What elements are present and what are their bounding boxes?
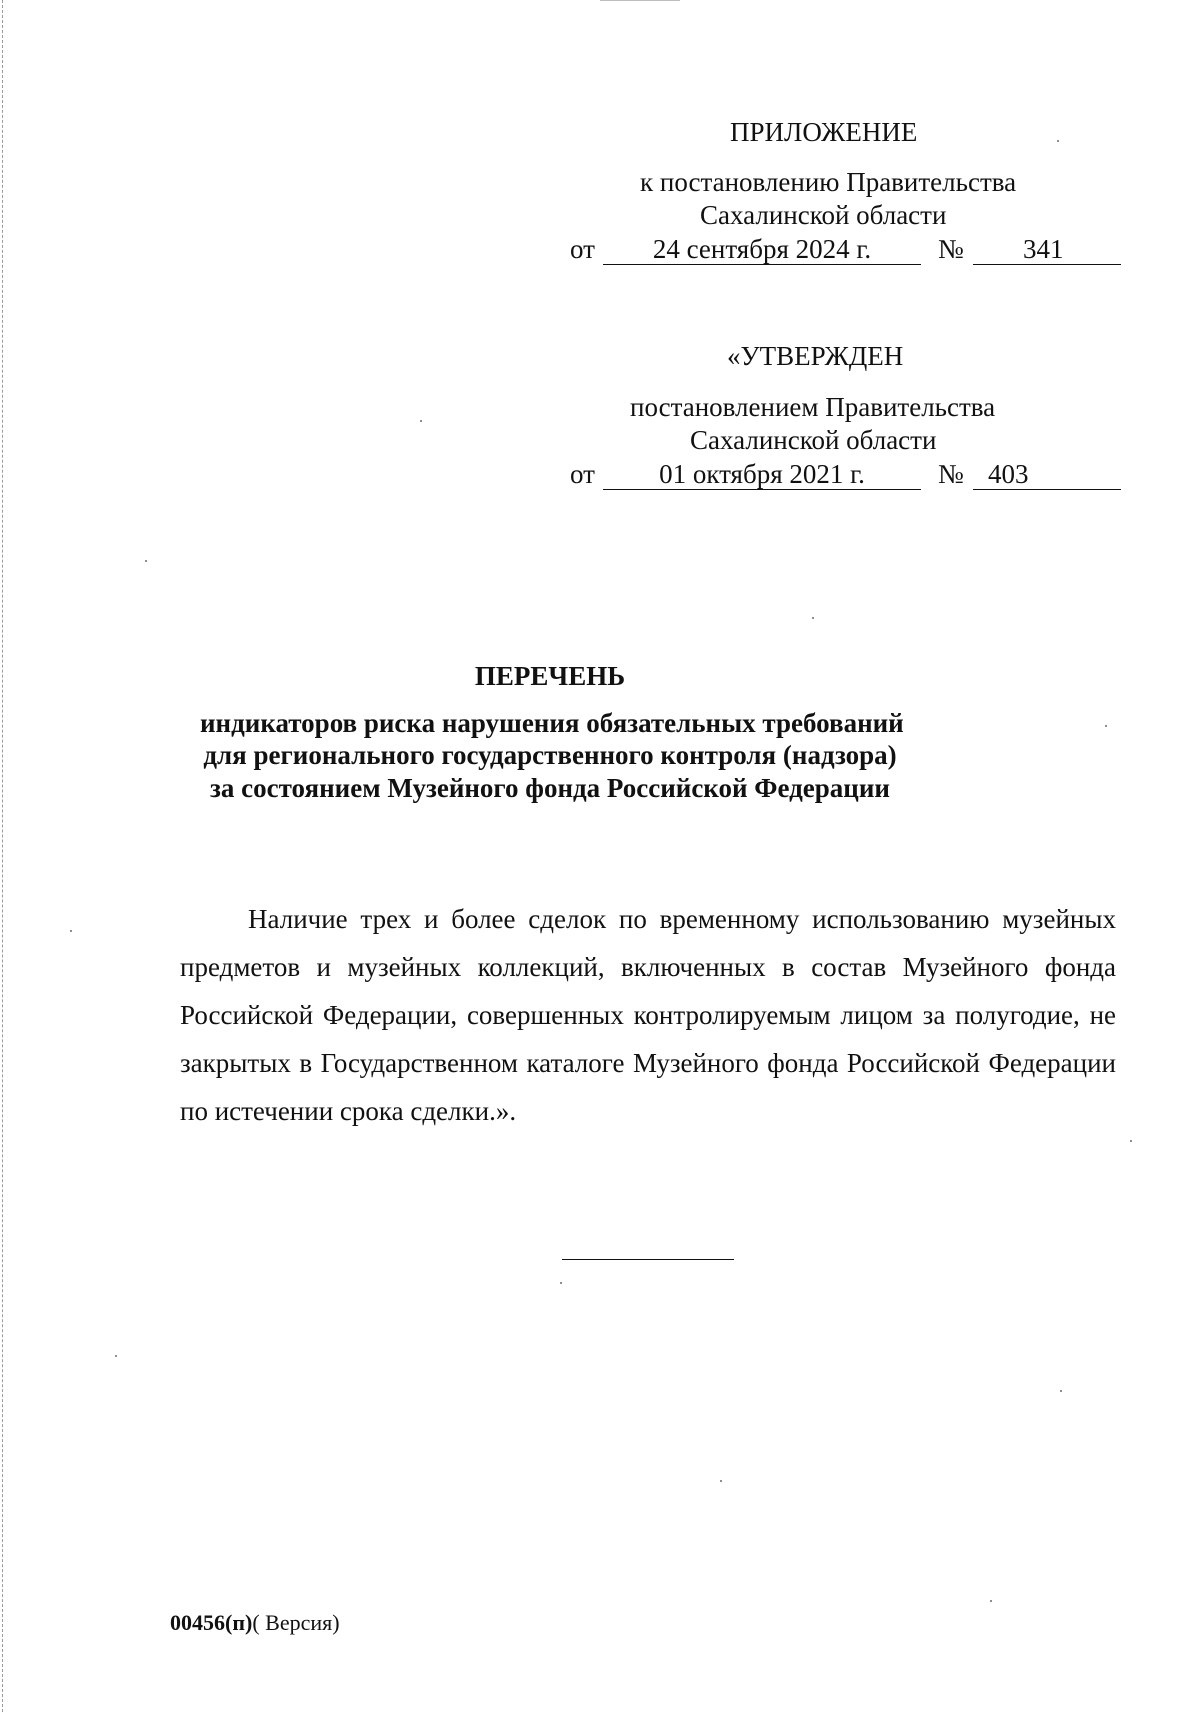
appendix-date-number-row	[570, 233, 1130, 267]
footer-document-code	[170, 1610, 340, 1636]
scan-speck	[1130, 1140, 1132, 1142]
scan-speck	[70, 930, 72, 932]
scan-edge-border	[2, 0, 3, 1712]
scan-speck	[560, 1282, 562, 1284]
scan-top-mark	[600, 0, 680, 1]
document-subtitle-line-3: за состоянием Музейного фонда Российской Федерации	[210, 773, 890, 803]
scan-speck	[420, 420, 422, 422]
approved-date: 01 октября 2021 г.	[603, 458, 921, 490]
scan-speck	[1105, 725, 1107, 727]
appendix-date: 24 сентября 2024 г.	[603, 233, 921, 265]
appendix-number-label: №	[938, 234, 964, 264]
appendix-line-2: Сахалинской области	[700, 200, 947, 230]
end-separator-line	[562, 1259, 734, 1260]
appendix-number: 341	[1023, 234, 1064, 264]
approved-number-field	[973, 458, 1121, 490]
document-subtitle-line-2: для регионального государственного контроля (надзора)	[203, 740, 897, 770]
approved-number: 403	[988, 459, 1029, 489]
document-subtitle-line-1: индикаторов риска нарушения обязательных требований	[200, 708, 904, 738]
scan-speck	[115, 1355, 117, 1357]
scan-speck	[1060, 1390, 1062, 1392]
scan-speck	[990, 1600, 992, 1602]
document-title: ПЕРЕЧЕНЬ	[474, 661, 626, 691]
approved-title: «УТВЕРЖДЕН	[727, 341, 904, 371]
appendix-title: ПРИЛОЖЕНИЕ	[730, 117, 918, 147]
appendix-line-1: к постановлению Правительства	[640, 167, 1017, 197]
scan-speck	[1057, 140, 1059, 142]
body-paragraph: Наличие трех и более сделок по временному использованию музейных предметов и музейных коллекций, включенных в состав Музейного фонда Российской Федерации, совершенных контролируемым лицом за полугодие, не закрытых в Государственном каталоге Музейного фонда Российской Федерации по истечении срока сделки.».	[180, 904, 1116, 1126]
scan-speck	[145, 560, 147, 562]
approved-from-label: от	[570, 459, 595, 489]
approved-number-label: №	[938, 459, 964, 489]
scan-speck	[720, 1480, 722, 1482]
appendix-number-field	[973, 233, 1121, 265]
footer-version: ( Версия)	[252, 1610, 340, 1635]
scan-speck	[812, 617, 814, 619]
appendix-from-label: от	[570, 234, 595, 264]
approved-date-number-row	[570, 458, 1130, 492]
approved-line-1: постановлением Правительства	[630, 392, 996, 422]
approved-line-2: Сахалинской области	[690, 425, 937, 455]
footer-code: 00456(п)	[170, 1610, 253, 1635]
